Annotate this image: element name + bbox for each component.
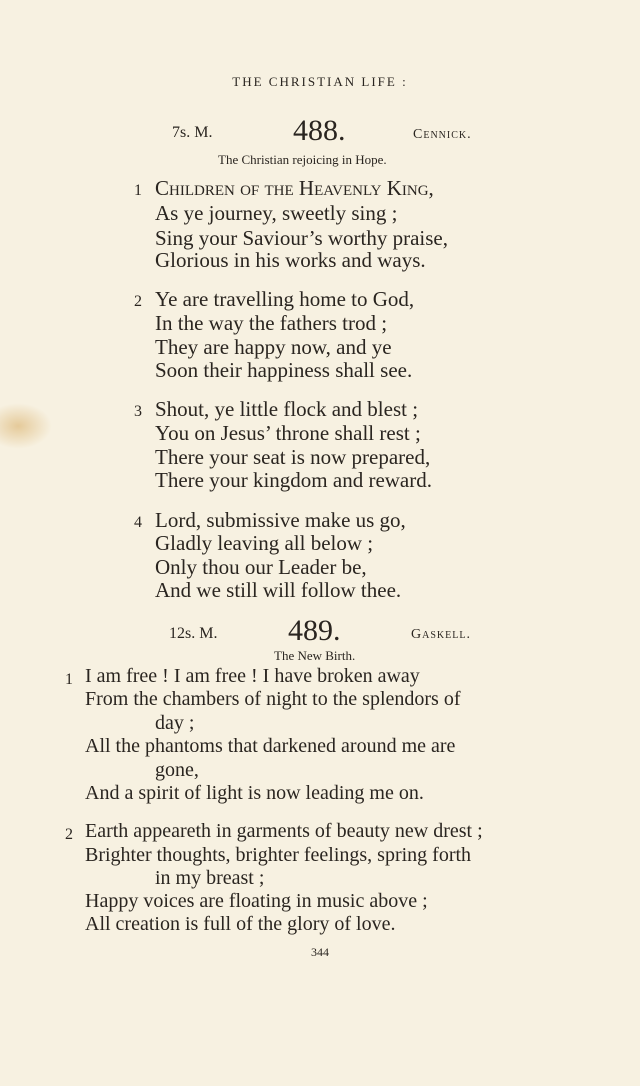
verse-line: gone, [155,759,199,781]
verse-line: Earth appeareth in garments of beauty new drest ; [85,820,483,842]
verse-line: There your seat is now prepared, [155,445,431,469]
hymn-488-subtitle: The Christian rejoicing in Hope. [218,152,387,167]
verse-line: Shout, ye little flock and blest ; [155,397,419,421]
paper-stain [0,403,52,449]
verse-line: I am free ! I am free ! I have broken away [85,665,420,687]
hymn-489-subtitle: The New Birth. [274,648,356,663]
verse-line: And we still will follow thee. [155,578,402,602]
hymn-489-meter: 12s. M. [169,625,218,642]
running-head: THE CHRISTIAN LIFE : [232,74,408,89]
verse-line: As ye journey, sweetly sing ; [155,201,398,225]
verse-line: You on Jesus’ throne shall rest ; [155,421,421,445]
verse-number: 1 [134,182,142,199]
verse-number: 2 [134,293,142,310]
hymn-489-number: 489. [288,614,341,647]
verse-line: All the phantoms that darkened around me are [85,735,456,757]
verse-line: Happy voices are floating in music above ; [85,890,428,912]
verse-line: Only thou our Leader be, [155,555,367,579]
verse-line: Ye are travelling home to God, [155,287,415,311]
verse-line: day ; [155,712,195,734]
verse-line: in my breast ; [155,867,265,889]
hymn-488-number: 488. [293,114,346,147]
verse-number: 1 [65,671,73,688]
verse-number: 3 [134,403,142,420]
verse-line: They are happy now, and ye [155,335,392,359]
verse-line: Children of the Heavenly King, [155,176,434,200]
page-number: 344 [311,945,329,959]
verse-line: From the chambers of night to the splendors of [85,688,461,710]
verse-line: In the way the fathers trod ; [155,311,388,335]
verse-line: Sing your Saviour’s worthy praise, [155,226,449,250]
verse-line: And a spirit of light is now leading me on. [85,782,424,804]
verse-line: Soon their happiness shall see. [155,358,413,382]
verse-line: Gladly leaving all below ; [155,531,374,555]
hymn-488-author: Cennick. [413,127,472,142]
hymn-488-meter: 7s. M. [172,124,213,141]
verse-line: Lord, submissive make us go, [155,508,406,532]
hymn-489-author: Gaskell. [411,627,471,642]
verse-number: 4 [134,514,142,531]
verse-line: There your kingdom and reward. [155,468,432,492]
verse-number: 2 [65,826,73,843]
verse-line: All creation is full of the glory of love. [85,913,396,935]
verse-line: Brighter thoughts, brighter feelings, spring forth [85,844,472,866]
verse-line: Glorious in his works and ways. [155,248,426,272]
